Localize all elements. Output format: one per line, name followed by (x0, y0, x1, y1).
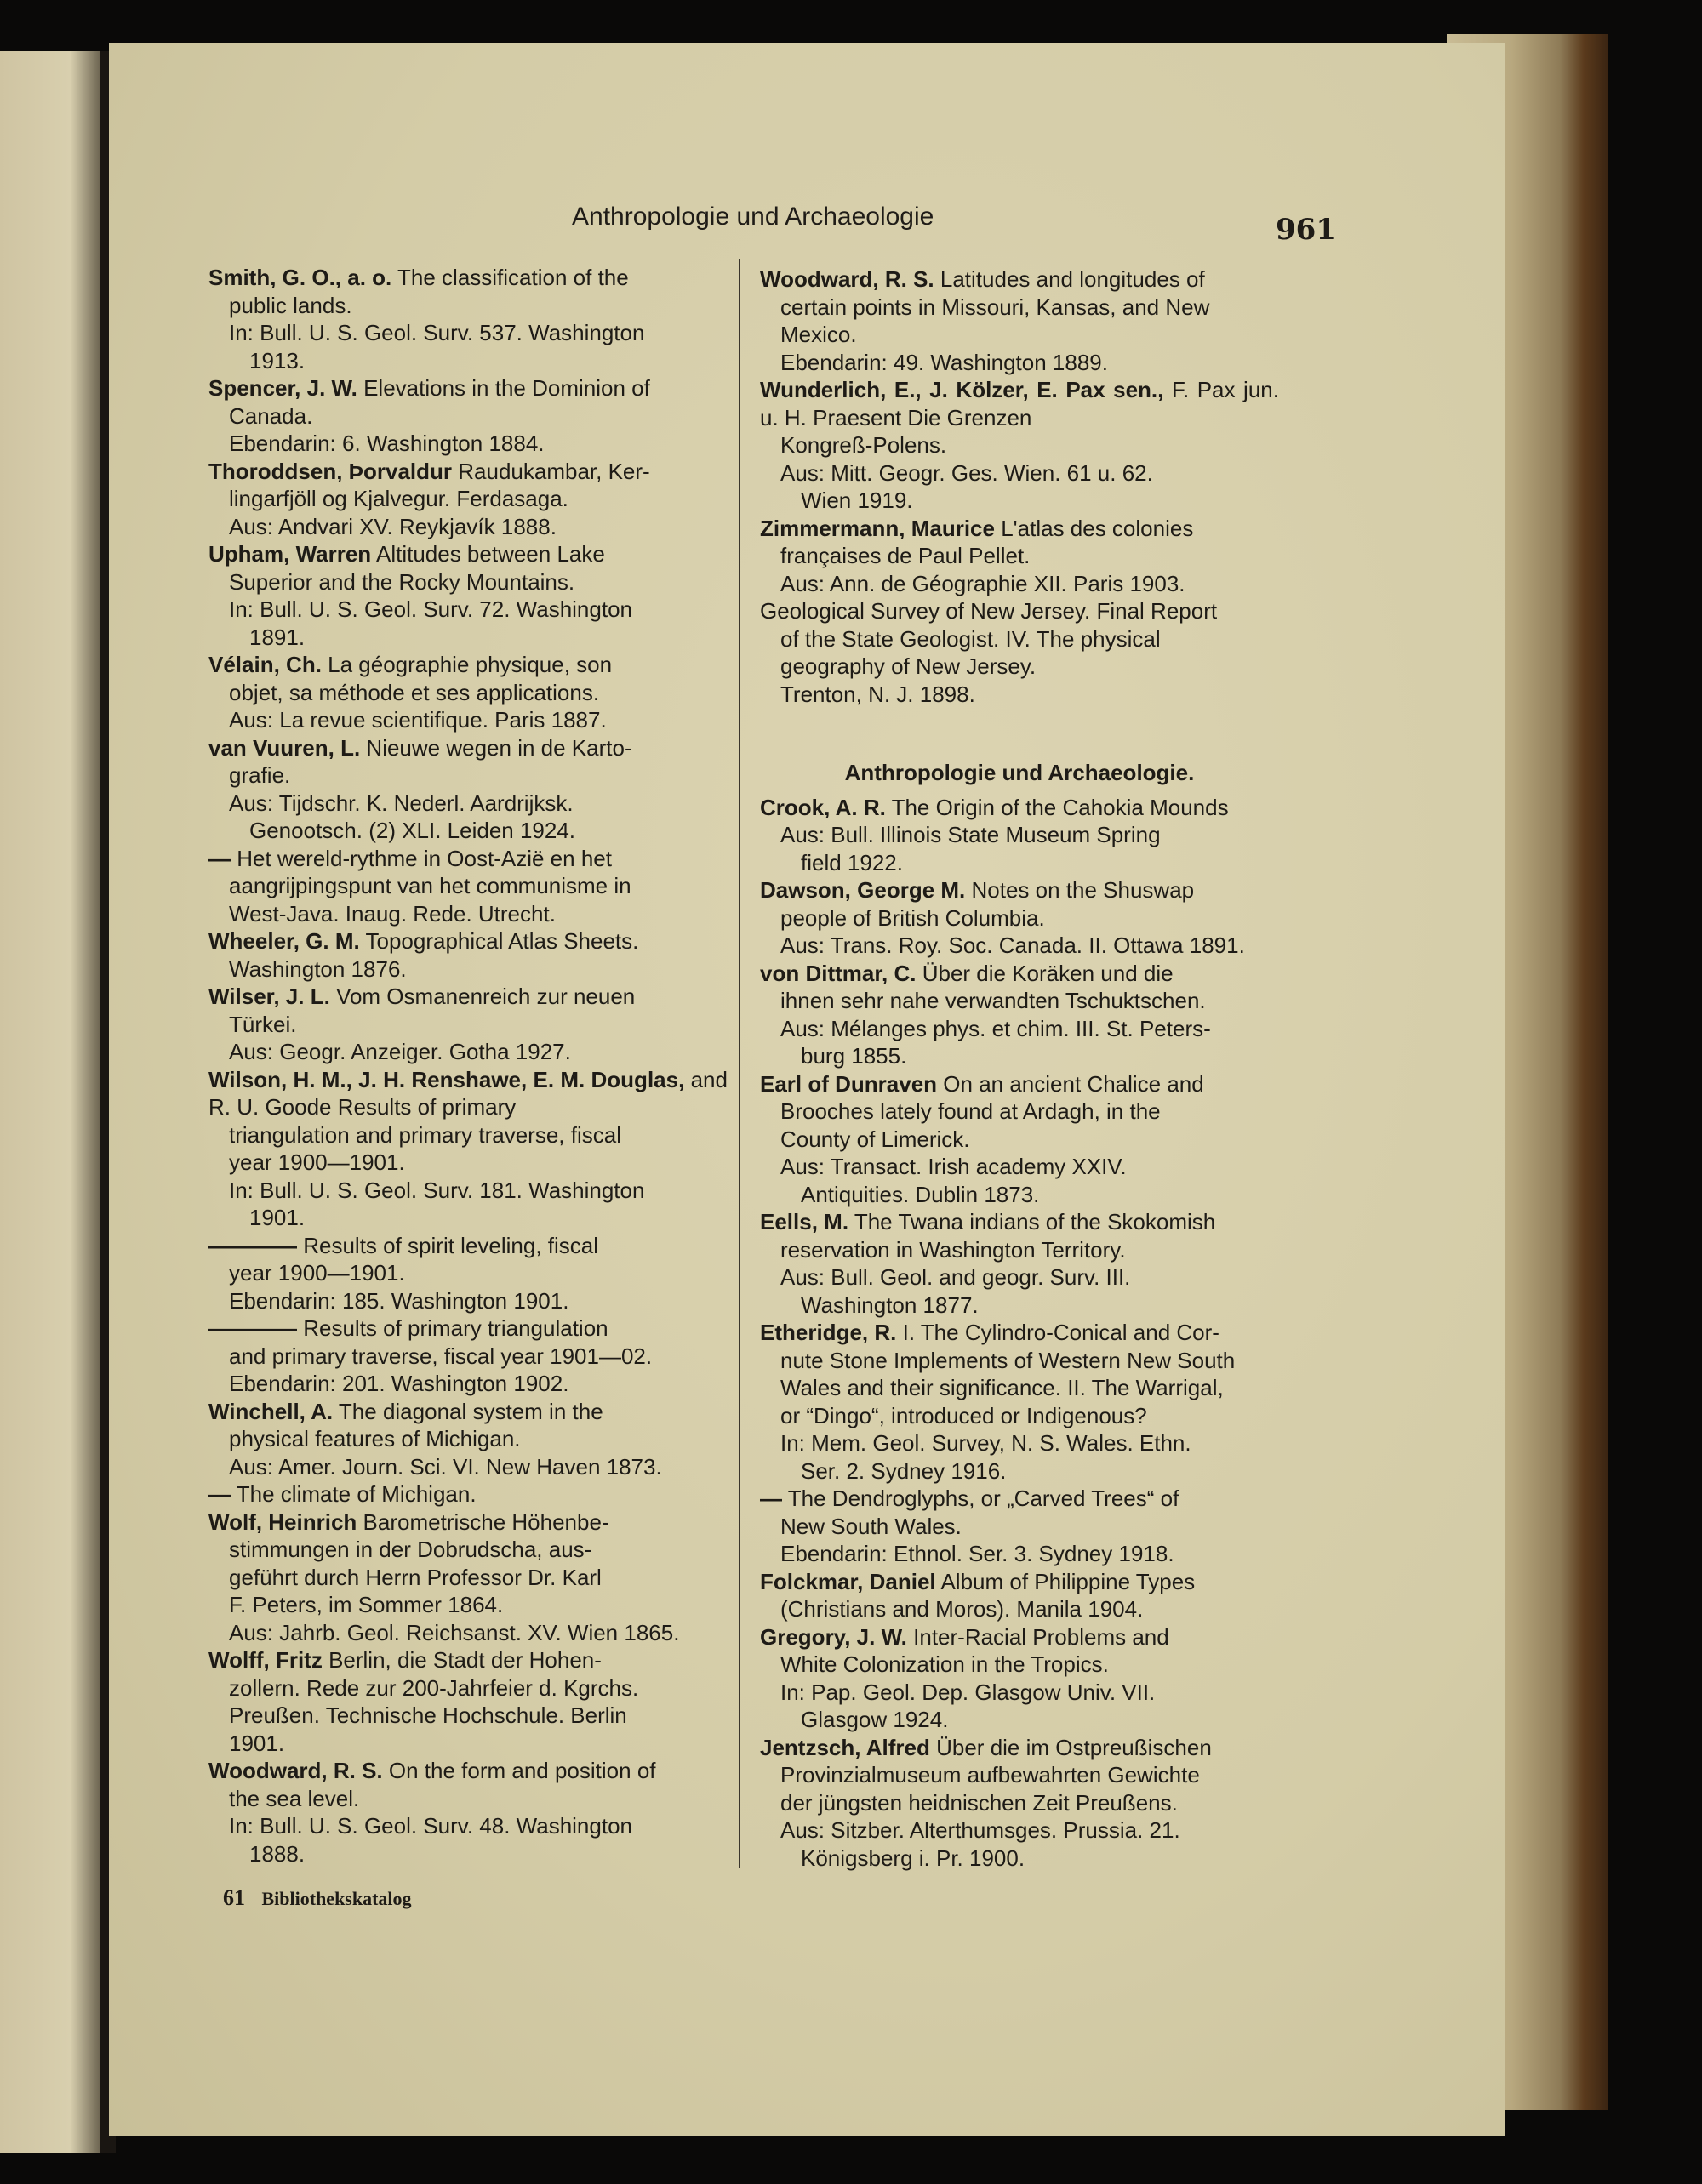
entry-source (208, 1619, 728, 1647)
entry-first-line (208, 1398, 728, 1426)
entry-source-line: burg 1855. (801, 1043, 907, 1069)
entry-title-line (760, 1374, 1279, 1402)
entry-source (760, 349, 1279, 377)
entry-title-line (208, 568, 728, 596)
entry-first-line (208, 1066, 728, 1121)
entry-title-line (208, 1674, 728, 1702)
entry-author: Wunderlich, E., J. Kölzer, E. Pax sen., (760, 377, 1164, 402)
entry-first-line (208, 458, 728, 486)
entry-title: Topographical Atlas Sheets. (365, 928, 639, 954)
entry-author: Wolff, Fritz (208, 1647, 323, 1673)
entry-first-line (760, 876, 1279, 904)
entry-source-line: field 1922. (801, 849, 903, 875)
entry-title: physical features of Michigan. (229, 1426, 521, 1451)
bibliography-entry (208, 1646, 728, 1757)
entry-source-line: 1888. (249, 1840, 306, 1867)
entry-title: New South Wales. (780, 1513, 962, 1539)
left-page-edge (0, 51, 100, 2153)
entry-title: Berlin, die Stadt der Hohen- (328, 1647, 602, 1673)
entry-title-line (208, 1702, 728, 1730)
entry-title-line (208, 1343, 728, 1371)
entry-title: Notes on the Shuswap (971, 877, 1195, 903)
entry-source (760, 1153, 1279, 1208)
bibliography-entry (208, 1508, 728, 1647)
entry-first-line (760, 376, 1279, 431)
entry-author: Vélain, Ch. (208, 652, 322, 677)
entry-title: (Christians and Moros). Manila 1904. (780, 1596, 1144, 1622)
right-entries-anthropology (760, 794, 1279, 1873)
entry-title: On an ancient Chalice and (943, 1070, 1204, 1097)
entry-first-line (760, 794, 1279, 822)
entry-title-line (760, 542, 1279, 570)
entry-source (760, 1540, 1279, 1568)
entry-first-line (760, 1208, 1279, 1236)
entry-title-line (760, 1126, 1279, 1154)
entry-source (760, 459, 1279, 515)
entry-author: ———— (208, 1315, 297, 1341)
entry-source (208, 430, 728, 458)
entry-author: Crook, A. R. (760, 794, 886, 820)
entry-source-line: Aus: Ann. de Géographie XII. Paris 1903. (780, 570, 1185, 596)
entry-author: Jentzsch, Alfred (760, 1734, 930, 1760)
entry-author: Wolf, Heinrich (208, 1508, 357, 1535)
entry-source (760, 681, 1279, 709)
entry-first-line (760, 1319, 1279, 1347)
bibliography-entry (208, 1066, 728, 1232)
right-entries-geography (760, 265, 1279, 708)
entry-first-line (208, 983, 728, 1011)
entry-title: françaises de Paul Pellet. (780, 543, 1031, 568)
entry-title-line (208, 1259, 728, 1287)
entry-source-line: Antiquities. Dublin 1873. (801, 1181, 1040, 1207)
column-divider (739, 259, 740, 1868)
entry-source-line: Königsberg i. Pr. 1900. (801, 1845, 1025, 1871)
entry-title: ihnen sehr nahe verwandten Tschuktschen. (780, 988, 1206, 1013)
entry-title: Canada. (229, 402, 313, 429)
entry-first-line (208, 1480, 728, 1508)
entry-source-line: Aus: Transact. Irish academy XXIV. (780, 1154, 1127, 1179)
entry-first-line (208, 1508, 728, 1537)
entry-title-line (208, 761, 728, 790)
bibliography-entry (760, 376, 1279, 515)
entry-author: Thoroddsen, Þorvaldur (208, 458, 453, 484)
entry-author: Spencer, J. W. (208, 375, 357, 401)
entry-source (208, 1370, 728, 1398)
entry-title: White Colonization in the Tropics. (780, 1651, 1109, 1677)
entry-source-line: Aus: Jahrb. Geol. Reichsanst. XV. Wien 1865. (229, 1619, 680, 1645)
entry-first-line (760, 1623, 1279, 1651)
entry-author: — (208, 1481, 231, 1507)
entry-title: stimmungen in der Dobrudscha, aus- (229, 1537, 592, 1562)
entry-title-line (760, 431, 1279, 459)
entry-source-line: In: Pap. Geol. Dep. Glasgow Univ. VII. (780, 1679, 1156, 1705)
entry-title: Über die Koräken und die (922, 960, 1174, 986)
entry-title: Geological Survey of New Jersey. Final Report (760, 598, 1218, 624)
entry-first-line (208, 651, 728, 679)
entry-title: and primary traverse, fiscal year 1901—02. (229, 1343, 653, 1369)
entry-first-line (208, 264, 728, 292)
bibliography-entry (760, 960, 1279, 1070)
bibliography-entry (760, 1734, 1279, 1873)
entry-title-line (760, 1789, 1279, 1817)
bibliography-entry (760, 1319, 1279, 1485)
bibliography-entry (208, 651, 728, 734)
entry-title: Wales and their significance. II. The Warrigal, (780, 1375, 1224, 1400)
bibliography-entry (208, 1398, 728, 1481)
entry-title: der jüngsten heidnischen Zeit Preußens. (780, 1789, 1178, 1816)
entry-title-line (760, 1761, 1279, 1789)
entry-title: Elevations in the Dominion of (363, 375, 650, 401)
entry-title: Inter-Racial Problems and (913, 1623, 1169, 1650)
entry-title-line (208, 900, 728, 928)
entry-title-line (760, 1513, 1279, 1541)
entry-author: Dawson, George M. (760, 877, 966, 903)
entry-author: — (208, 845, 231, 871)
entry-title-line (208, 292, 728, 320)
entry-title: Barometrische Höhenbe- (363, 1508, 609, 1535)
entry-author: Wilson, H. M., J. H. Renshawe, E. M. Douglas, (208, 1066, 685, 1092)
entry-title: triangulation and primary traverse, fiscal (229, 1121, 621, 1148)
entry-title-line (208, 1121, 728, 1149)
entry-title: Mexico. (780, 322, 857, 347)
entry-title: The classification of the (397, 265, 629, 290)
entry-first-line (208, 1757, 728, 1785)
entry-source-line: Washington 1877. (801, 1292, 979, 1318)
bibliography-entry (208, 1480, 728, 1508)
entry-title: Het wereld-rythme in Oost-Azië en het (237, 845, 612, 871)
right-column (760, 265, 1279, 1872)
entry-title: of the State Geologist. IV. The physical (780, 625, 1161, 652)
bibliography-entry (208, 1314, 728, 1398)
left-column (208, 264, 728, 1868)
bibliography-entry (760, 1070, 1279, 1209)
entry-title: La géographie physique, son (328, 652, 613, 677)
entry-source (208, 319, 728, 374)
entry-title: County of Limerick. (780, 1126, 970, 1152)
entry-first-line (760, 1070, 1279, 1098)
entry-title: geführt durch Herrn Professor Dr. Karl (229, 1564, 602, 1590)
entry-source-line: Ebendarin: 6. Washington 1884. (229, 431, 545, 456)
entry-source-line: Wien 1919. (801, 488, 913, 513)
bibliography-entry (760, 1208, 1279, 1319)
entry-title: year 1900—1901. (229, 1260, 405, 1286)
entry-title-line (208, 1536, 728, 1564)
footer-text: Bibliothekskatalog (261, 1888, 412, 1909)
entry-title: aangrijpingspunt van het communisme in (229, 873, 631, 898)
entry-first-line (208, 734, 728, 762)
entry-source-line: In: Bull. U. S. Geol. Surv. 48. Washington (229, 1813, 632, 1839)
entry-source-line: Ebendarin: 49. Washington 1889. (780, 349, 1108, 375)
entry-title: lingarfjöll og Kjalvegur. Ferdasaga. (229, 486, 568, 511)
entry-source-line: Genootsch. (2) XLI. Leiden 1924. (249, 818, 576, 843)
entry-title: Results of spirit leveling, fiscal (303, 1232, 599, 1258)
bibliography-entry (760, 1485, 1279, 1568)
entry-first-line (760, 1734, 1279, 1762)
entry-source-line: Aus: Amer. Journ. Sci. VI. New Haven 1873. (229, 1453, 662, 1480)
bibliography-entry (760, 1623, 1279, 1734)
bibliography-entry (208, 1757, 728, 1868)
entry-author: Zimmermann, Maurice (760, 515, 995, 541)
bibliography-entry (208, 983, 728, 1066)
bibliography-entry (208, 374, 728, 458)
entry-source-line: Aus: La revue scientifique. Paris 1887. (229, 707, 607, 733)
entry-title: Raudukambar, Ker- (458, 458, 650, 484)
bibliography-entry (208, 734, 728, 845)
entry-source (760, 1816, 1279, 1872)
bibliography-entry (208, 845, 728, 928)
entry-source-line: In: Mem. Geol. Survey, N. S. Wales. Ethn. (780, 1430, 1191, 1456)
entry-title-line (760, 321, 1279, 349)
entry-author: van Vuuren, L. (208, 734, 361, 761)
entry-source (208, 1038, 728, 1066)
entry-title: Nieuwe wegen in de Karto- (366, 734, 632, 761)
entry-title: Altitudes between Lake (375, 541, 605, 567)
entry-title-line (760, 625, 1279, 653)
entry-title-line (208, 955, 728, 984)
entry-first-line (208, 927, 728, 955)
entry-author: Upham, Warren (208, 541, 372, 567)
entry-author: Folckmar, Daniel (760, 1568, 936, 1594)
entry-source-line: 1913. (249, 347, 306, 374)
entry-source-line: Ebendarin: 201. Washington 1902. (229, 1371, 569, 1396)
entry-title: public lands. (229, 292, 352, 318)
entry-title-line (760, 1595, 1279, 1623)
entry-source-line: Ebendarin: 185. Washington 1901. (229, 1287, 569, 1314)
entry-title-line (760, 1098, 1279, 1126)
bibliography-entry (760, 876, 1279, 960)
entry-title: Provinzialmuseum aufbewahrten Gewichte (780, 1762, 1200, 1788)
entry-author: Smith, G. O., a. o. (208, 265, 392, 290)
entry-title-line (760, 1236, 1279, 1264)
entry-title: On the form and position of (388, 1758, 656, 1783)
entry-source-line: Aus: Mitt. Geogr. Ges. Wien. 61 u. 62. (780, 459, 1153, 486)
entry-author: von Dittmar, C. (760, 960, 917, 986)
entry-source-line: Ser. 2. Sydney 1916. (801, 1457, 1007, 1484)
entry-title: West-Java. Inaug. Rede. Utrecht. (229, 900, 556, 927)
entry-source-line: Aus: Trans. Roy. Soc. Canada. II. Ottawa 1891. (780, 932, 1245, 958)
entry-source (760, 570, 1279, 598)
entry-title-line (208, 1730, 728, 1758)
entry-source (208, 513, 728, 541)
entry-title: Über die im Ostpreußischen (936, 1734, 1212, 1760)
entry-source-line: Aus: Mélanges phys. et chim. III. St. Peters- (780, 1015, 1211, 1041)
bibliography-entry (760, 597, 1279, 708)
entry-source-line: Ebendarin: Ethnol. Ser. 3. Sydney 1918. (780, 1541, 1174, 1566)
signature-mark: 61 (223, 1885, 245, 1910)
bibliography-entry (208, 1232, 728, 1315)
entry-source (208, 1453, 728, 1481)
entry-title-line (208, 485, 728, 513)
entry-source-line: In: Bull. U. S. Geol. Surv. 537. Washington (229, 320, 645, 345)
entry-title: Album of Philippine Types (940, 1568, 1196, 1594)
entry-title-line (760, 1402, 1279, 1430)
entry-title: Brooches lately found at Ardagh, in the (780, 1098, 1161, 1124)
entry-source (760, 1679, 1279, 1734)
bibliography-entry (208, 458, 728, 541)
entry-first-line (760, 1485, 1279, 1513)
bibliography-entry (208, 264, 728, 374)
entry-source-line: Glasgow 1924. (801, 1707, 949, 1732)
entry-title: The diagonal system in the (338, 1398, 603, 1424)
entry-title-line (208, 679, 728, 707)
entry-title-line (760, 987, 1279, 1015)
entry-title: The Twana indians of the Skokomish (854, 1209, 1216, 1235)
entry-title: and R. U. Goode Results of primary (208, 1066, 728, 1120)
entry-title: year 1900—1901. (229, 1149, 405, 1175)
entry-title: people of British Columbia. (780, 904, 1045, 931)
entry-source (208, 790, 728, 845)
entry-title-line (208, 872, 728, 900)
entry-source (208, 706, 728, 734)
entry-title-line (208, 1564, 728, 1592)
entry-first-line (208, 540, 728, 568)
entry-source (208, 596, 728, 651)
entry-title: geography of New Jersey. (780, 653, 1037, 679)
bibliography-entry (760, 1568, 1279, 1623)
entry-source-line: Aus: Geogr. Anzeiger. Gotha 1927. (229, 1039, 571, 1064)
entry-title-line (208, 1011, 728, 1039)
bibliography-entry (760, 794, 1279, 877)
entry-first-line (760, 515, 1279, 543)
entry-first-line (208, 1232, 728, 1260)
entry-source (760, 821, 1279, 876)
entry-source-line: Trenton, N. J. 1898. (780, 681, 975, 707)
entry-source (760, 932, 1279, 960)
entry-source-line: 1891. (249, 624, 306, 650)
entry-source-line: Aus: Bull. Geol. and geogr. Surv. III. (780, 1264, 1131, 1290)
page-number: 961 (1276, 213, 1336, 247)
entry-source (760, 1263, 1279, 1319)
entry-source-line: In: Bull. U. S. Geol. Surv. 181. Washington (229, 1177, 645, 1203)
entry-title: nute Stone Implements of Western New South (780, 1347, 1236, 1373)
entry-author: ———— (208, 1232, 297, 1258)
entry-source-line: Aus: Tijdschr. K. Nederl. Aardrijksk. (229, 790, 574, 816)
entry-author: Wilser, J. L. (208, 984, 330, 1009)
entry-title-line (208, 1425, 728, 1453)
entry-title: certain points in Missouri, Kansas, and New (780, 294, 1210, 320)
entry-title-line (760, 294, 1279, 322)
entry-title-line (760, 1651, 1279, 1679)
entry-title: Preußen. Technische Hochschule. Berlin (229, 1702, 627, 1728)
entry-title: F. Peters, im Sommer 1864. (229, 1592, 504, 1617)
entry-source (760, 1429, 1279, 1485)
entry-title: F. Pax jun. u. H. Praesent Die Grenzen (760, 377, 1279, 431)
entry-author: Eells, M. (760, 1209, 849, 1235)
entry-title: Superior and the Rocky Mountains. (229, 568, 575, 595)
entry-title-line (760, 653, 1279, 681)
entry-title: L'atlas des colonies (1001, 515, 1194, 541)
bibliography-entry (208, 540, 728, 651)
entry-first-line (760, 1568, 1279, 1596)
entry-title: The Origin of the Cahokia Mounds (891, 794, 1229, 820)
entry-title: 1901. (229, 1730, 285, 1756)
entry-source (760, 1015, 1279, 1070)
entry-title: Vom Osmanenreich zur neuen (336, 984, 636, 1009)
entry-title: grafie. (229, 762, 291, 788)
entry-author: Woodward, R. S. (208, 1758, 383, 1783)
entry-author: Woodward, R. S. (760, 266, 934, 292)
entry-source-line: In: Bull. U. S. Geol. Surv. 72. Washington (229, 596, 632, 622)
entry-author: Earl of Dunraven (760, 1070, 938, 1097)
entry-title: zollern. Rede zur 200-Jahrfeier d. Kgrchs. (229, 1674, 639, 1701)
entry-source-line: Aus: Bull. Illinois State Museum Spring (780, 822, 1161, 847)
bibliography-entry (760, 515, 1279, 598)
entry-title: Washington 1876. (229, 955, 407, 982)
entry-source-line: Aus: Sitzber. Alterthumsges. Prussia. 21. (780, 1817, 1180, 1843)
entry-title: The Dendroglyphs, or „Carved Trees“ of (787, 1485, 1179, 1511)
entry-first-line (760, 597, 1279, 625)
entry-title: reservation in Washington Territory. (780, 1236, 1126, 1263)
entry-title-line (208, 1591, 728, 1619)
entry-author: Winchell, A. (208, 1398, 334, 1424)
entry-first-line (208, 845, 728, 873)
entry-title: or “Dingo“, introduced or Indigenous? (780, 1402, 1147, 1428)
entry-title-line (760, 904, 1279, 932)
entry-source (208, 1177, 728, 1232)
entry-title-line (760, 1347, 1279, 1375)
entry-source-line: 1901. (249, 1205, 306, 1230)
entry-author: Wheeler, G. M. (208, 928, 360, 954)
entry-title-line (208, 1785, 728, 1813)
running-header: Anthropologie und Archaeologie (572, 202, 934, 231)
entry-first-line (208, 1646, 728, 1674)
entry-source (208, 1287, 728, 1315)
entry-title: The climate of Michigan. (236, 1481, 477, 1507)
entry-author: Gregory, J. W. (760, 1623, 907, 1650)
entry-title: the sea level. (229, 1785, 360, 1811)
entry-first-line (208, 374, 728, 402)
entry-first-line (208, 1314, 728, 1343)
entry-title: Latitudes and longitudes of (940, 266, 1205, 292)
entry-author: — (760, 1485, 782, 1511)
section-heading: Anthropologie und Archaeologie. (844, 760, 1195, 785)
entry-author: Etheridge, R. (760, 1320, 897, 1345)
entry-title-line (208, 402, 728, 431)
bibliography-entry (208, 927, 728, 983)
entry-title: objet, sa méthode et ses applications. (229, 679, 600, 705)
entry-title: Kongreß-Polens. (780, 432, 947, 458)
entry-title: Results of primary triangulation (303, 1315, 608, 1341)
footer (223, 1885, 412, 1911)
entry-source (208, 1812, 728, 1868)
bibliography-entry (760, 265, 1279, 376)
entry-first-line (760, 960, 1279, 988)
entry-title: Türkei. (229, 1011, 297, 1037)
entry-title: I. The Cylindro-Conical and Cor- (902, 1320, 1219, 1345)
entry-source-line: Aus: Andvari XV. Reykjavík 1888. (229, 513, 557, 539)
entry-first-line (760, 265, 1279, 294)
entry-title-line (208, 1149, 728, 1177)
